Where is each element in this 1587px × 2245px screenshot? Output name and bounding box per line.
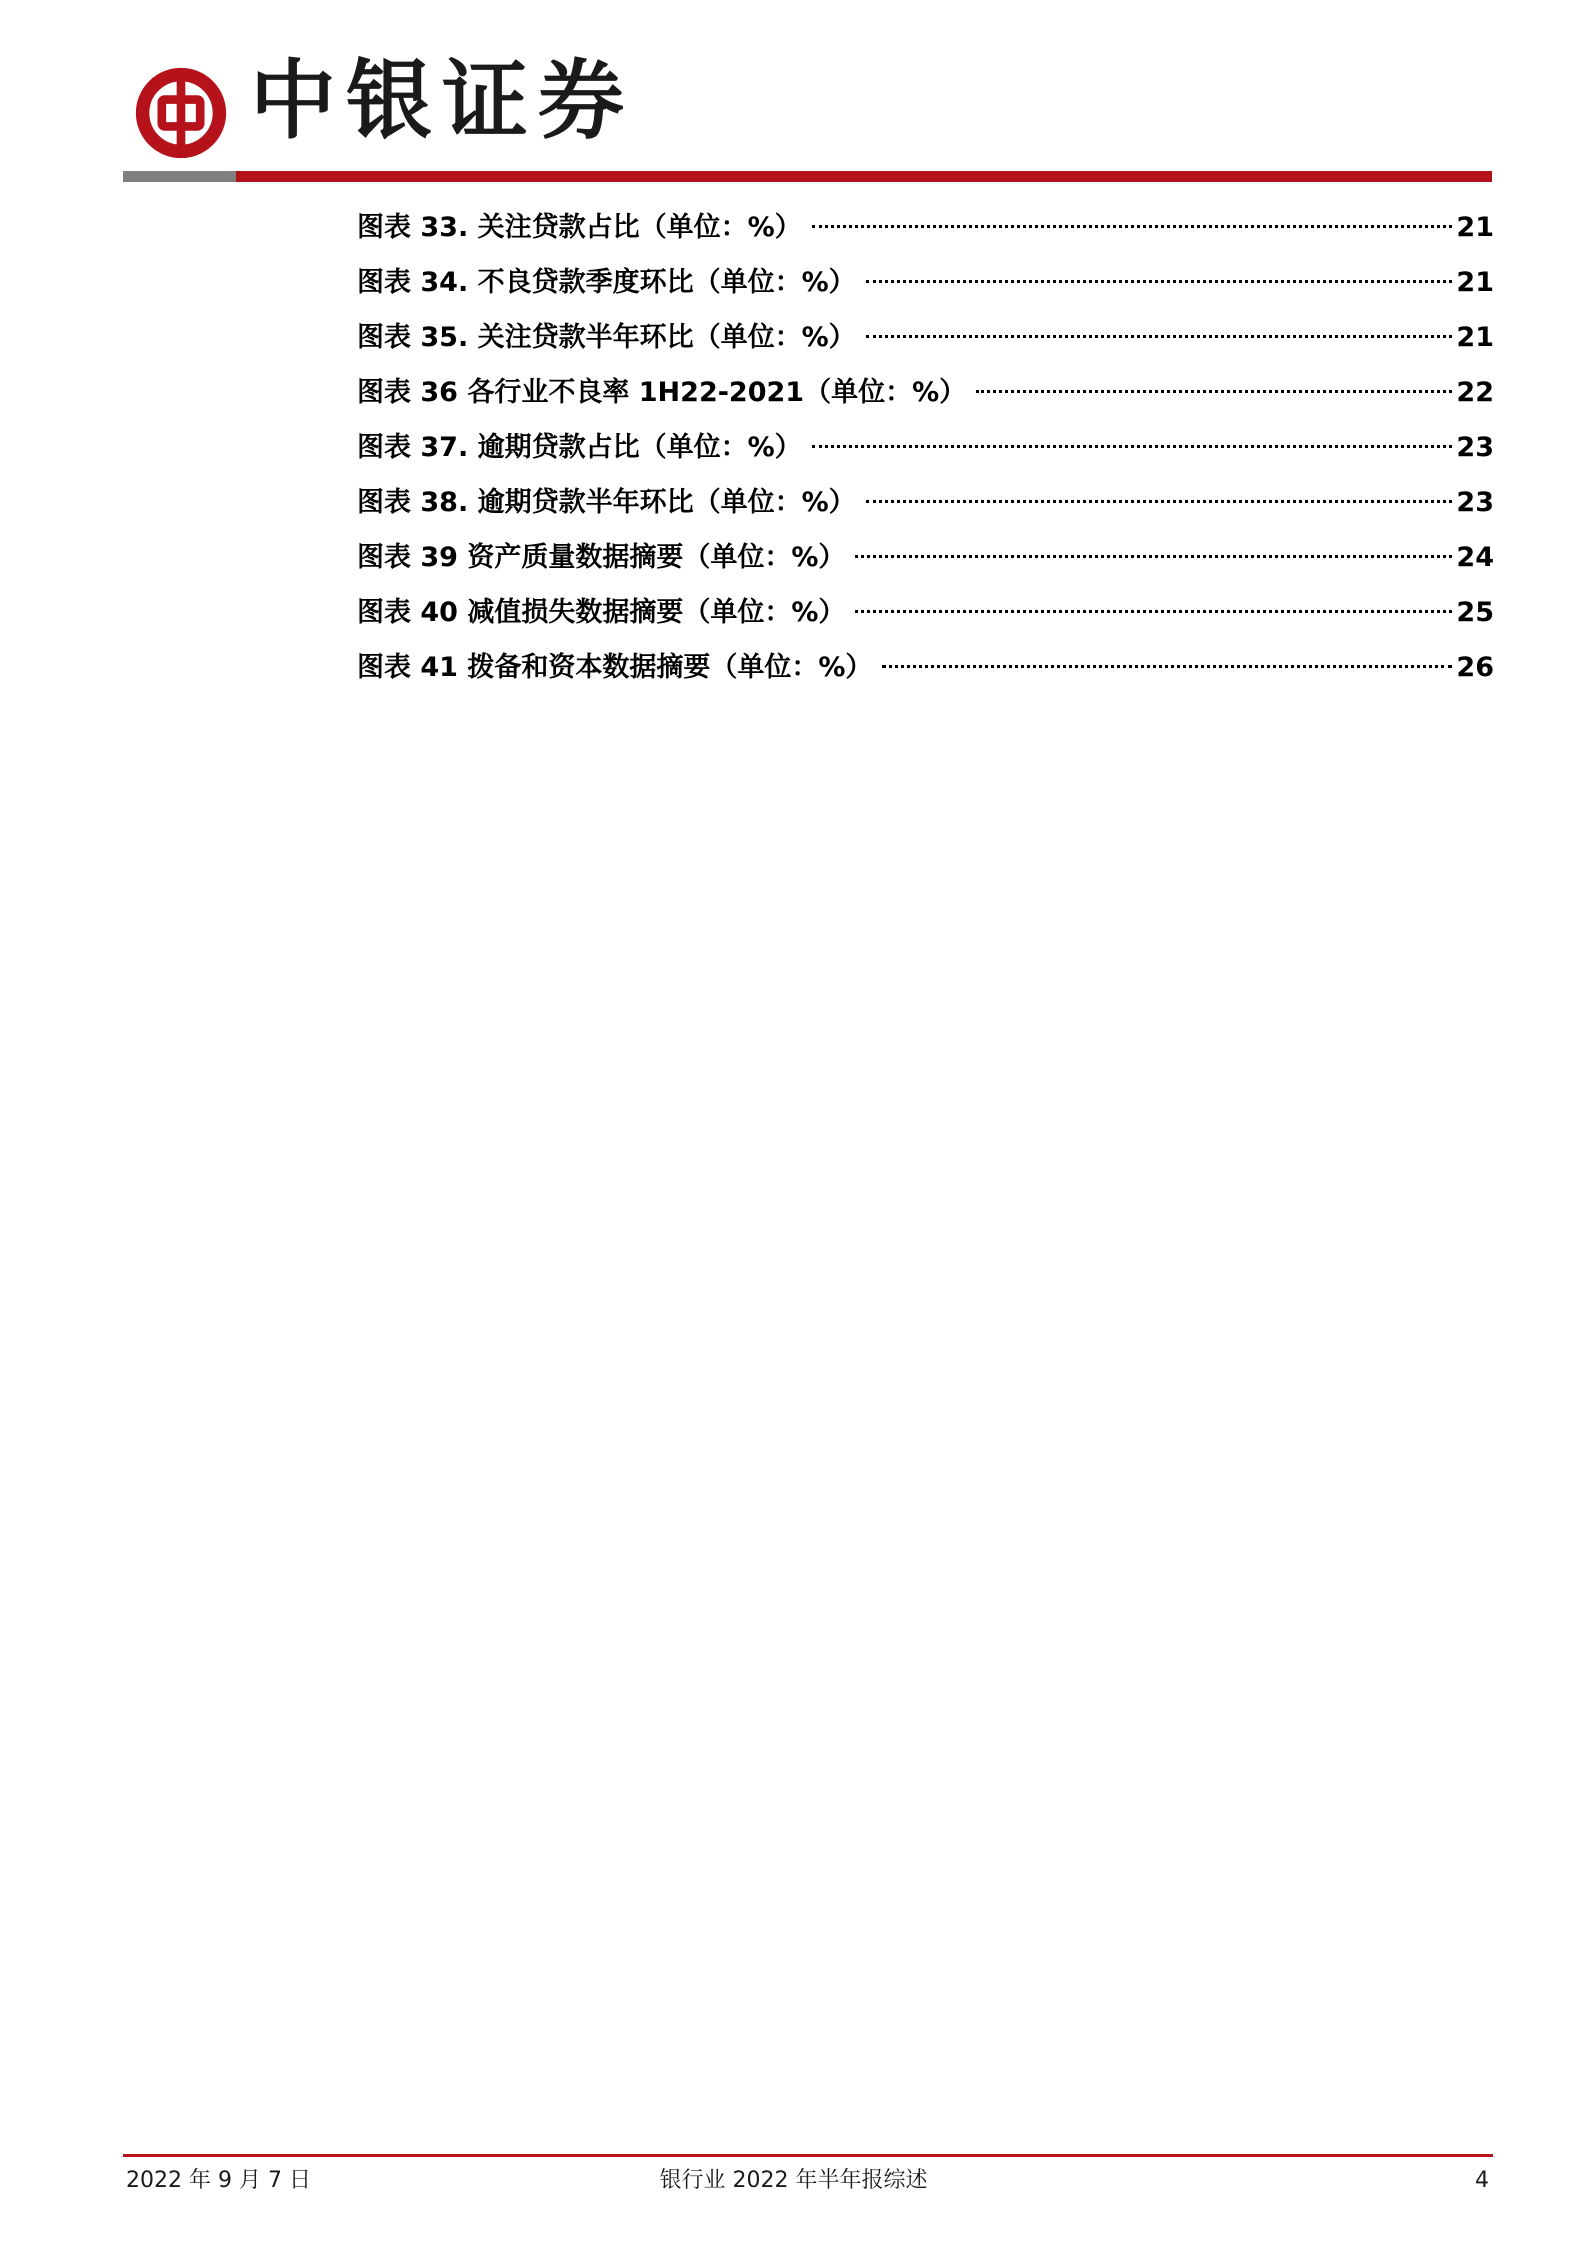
toc-entry-title: 图表 37. 逾期贷款占比（单位：%） — [357, 432, 802, 463]
dot-leader — [976, 390, 1452, 393]
toc-entry[interactable] — [357, 483, 1494, 538]
header-rule-red — [236, 171, 1492, 182]
toc-entry-title: 图表 38. 逾期贷款半年环比（单位：%） — [357, 487, 856, 518]
toc-entry[interactable] — [357, 648, 1494, 703]
figure-list — [357, 208, 1494, 703]
footer-report-title: 银行业 2022 年半年报综述 — [659, 2168, 928, 2193]
footer-page-number: 4 — [1475, 2168, 1489, 2193]
toc-entry-title: 图表 40 减值损失数据摘要（单位：%） — [357, 597, 846, 628]
toc-entry-title: 图表 39 资产质量数据摘要（单位：%） — [357, 542, 846, 573]
brand-name: 中银证券 — [250, 50, 634, 151]
toc-entry-page: 21 — [1456, 212, 1494, 243]
toc-entry[interactable] — [357, 208, 1494, 263]
toc-entry-title: 图表 36 各行业不良率 1H22-2021（单位：%） — [357, 377, 967, 408]
toc-entry-page: 26 — [1456, 652, 1494, 683]
toc-entry-title: 图表 34. 不良贷款季度环比（单位：%） — [357, 267, 856, 298]
toc-entry[interactable] — [357, 593, 1494, 648]
toc-entry[interactable] — [357, 538, 1494, 593]
dot-leader — [882, 665, 1452, 668]
toc-entry-page: 25 — [1456, 597, 1494, 628]
toc-entry-page: 23 — [1456, 432, 1494, 463]
dot-leader — [855, 555, 1452, 558]
dot-leader — [866, 280, 1453, 283]
footer-date: 2022 年 9 月 7 日 — [126, 2168, 311, 2193]
toc-entry-title: 图表 33. 关注贷款占比（单位：%） — [357, 212, 802, 243]
dot-leader — [855, 610, 1452, 613]
toc-entry[interactable] — [357, 318, 1494, 373]
toc-entry-page: 24 — [1456, 542, 1494, 573]
dot-leader — [866, 500, 1453, 503]
dot-leader — [812, 445, 1453, 448]
toc-entry-page: 21 — [1456, 322, 1494, 353]
dot-leader — [812, 225, 1453, 228]
toc-entry[interactable] — [357, 428, 1494, 483]
footer-rule — [123, 2154, 1493, 2157]
bank-of-china-logo-icon — [133, 65, 229, 161]
toc-entry-page: 23 — [1456, 487, 1494, 518]
toc-entry-title: 图表 35. 关注贷款半年环比（单位：%） — [357, 322, 856, 353]
header-rule-grey — [123, 171, 236, 182]
toc-entry-title: 图表 41 拨备和资本数据摘要（单位：%） — [357, 652, 873, 683]
toc-entry[interactable] — [357, 373, 1494, 428]
toc-entry-page: 22 — [1456, 377, 1494, 408]
toc-entry[interactable] — [357, 263, 1494, 318]
toc-entry-page: 21 — [1456, 267, 1494, 298]
dot-leader — [866, 335, 1453, 338]
page-header — [0, 0, 1587, 185]
